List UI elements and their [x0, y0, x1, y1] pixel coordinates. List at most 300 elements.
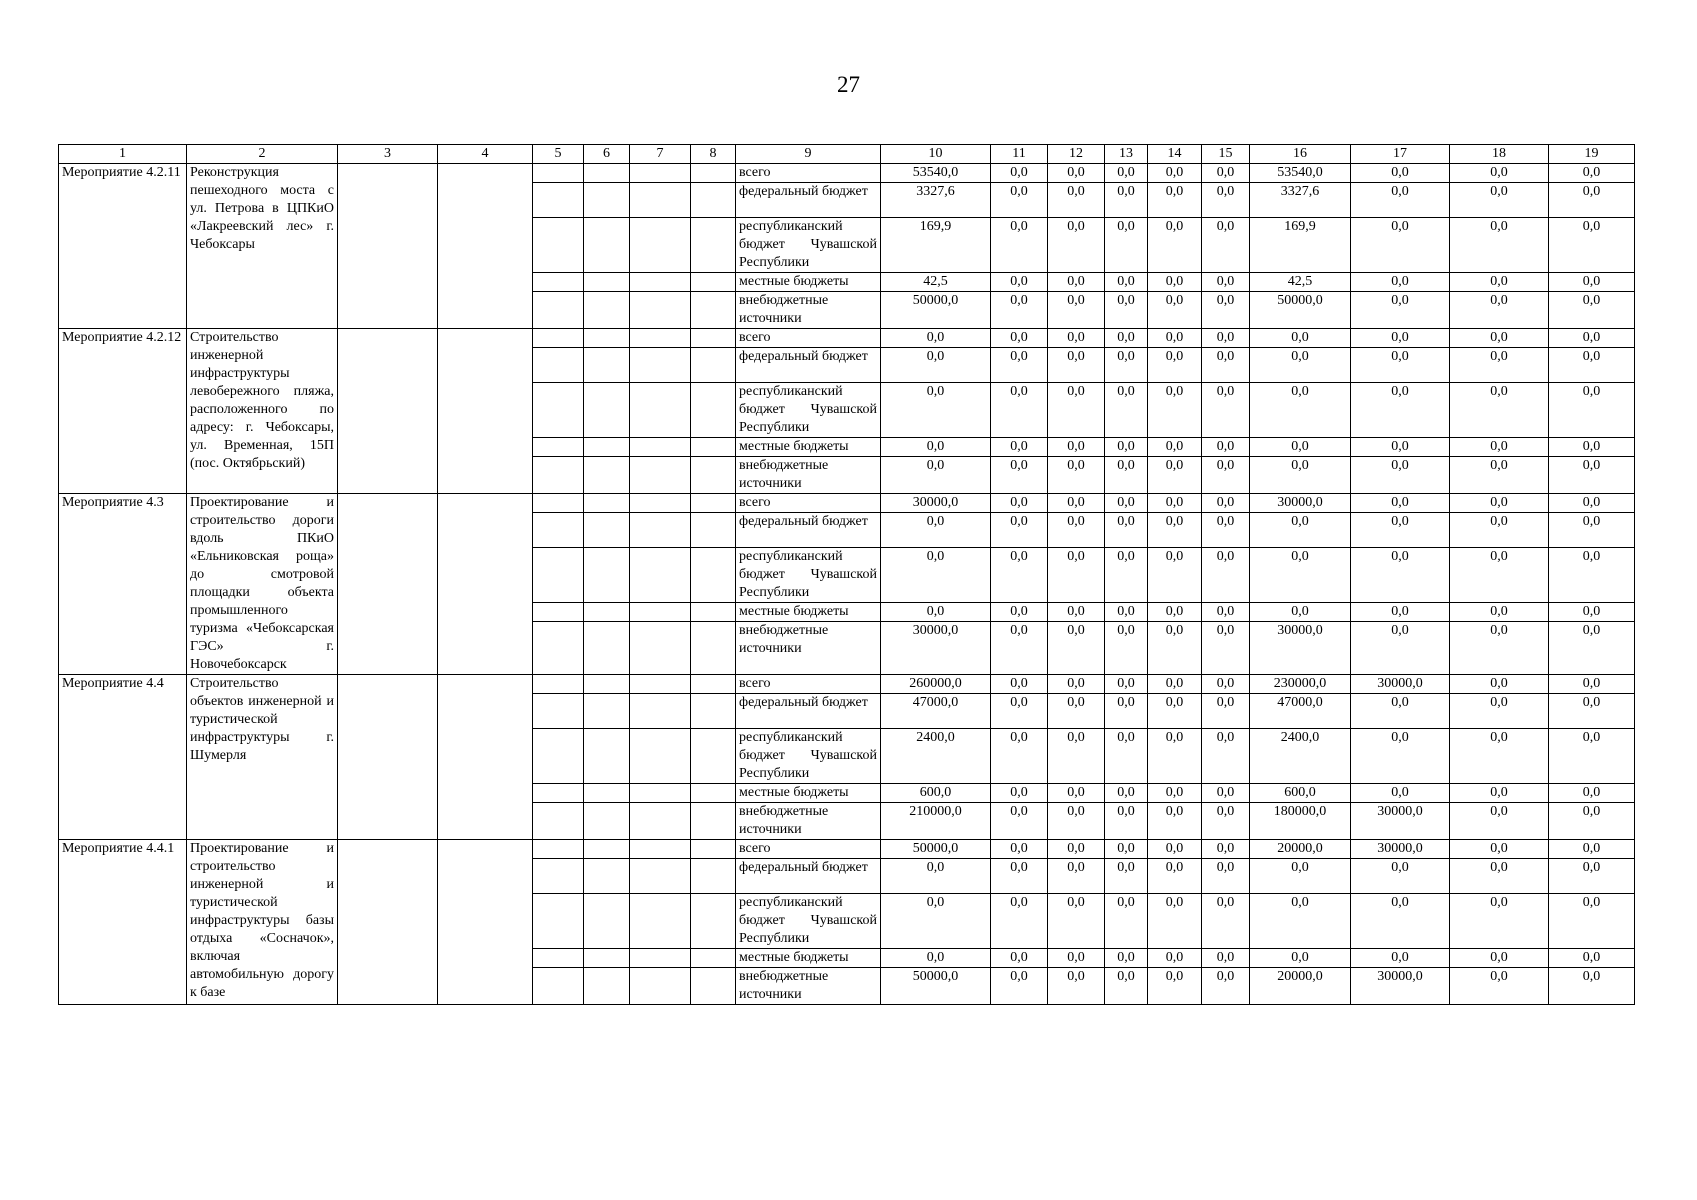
- empty-cell: [691, 622, 736, 675]
- amount-cell: 0,0: [1450, 894, 1549, 949]
- amount-cell: 0,0: [991, 164, 1048, 183]
- amount-cell: 0,0: [1351, 694, 1450, 729]
- amount-cell: 30000,0: [1351, 803, 1450, 840]
- amount-cell: 0,0: [1148, 548, 1202, 603]
- amount-cell: 0,0: [1549, 183, 1635, 218]
- amount-cell: 0,0: [1105, 694, 1148, 729]
- column-number-header: 13: [1105, 145, 1148, 164]
- amount-cell: 0,0: [1202, 329, 1250, 348]
- amount-cell: 0,0: [1250, 949, 1351, 968]
- column-number-header: 8: [691, 145, 736, 164]
- amount-cell: 0,0: [1450, 273, 1549, 292]
- amount-cell: 0,0: [1048, 457, 1105, 494]
- amount-cell: 0,0: [1148, 457, 1202, 494]
- amount-cell: 0,0: [1250, 513, 1351, 548]
- column-number-header: 9: [736, 145, 881, 164]
- amount-cell: 260000,0: [881, 675, 991, 694]
- amount-cell: 0,0: [881, 859, 991, 894]
- amount-cell: 0,0: [1549, 494, 1635, 513]
- empty-cell: [691, 383, 736, 438]
- amount-cell: 0,0: [1450, 548, 1549, 603]
- empty-cell: [691, 329, 736, 348]
- amount-cell: 0,0: [1351, 603, 1450, 622]
- amount-cell: 30000,0: [881, 494, 991, 513]
- amount-cell: 0,0: [1549, 348, 1635, 383]
- amount-cell: 0,0: [1549, 457, 1635, 494]
- empty-cell: [691, 784, 736, 803]
- funding-source: внебюджетные источники: [736, 457, 881, 494]
- funding-source: внебюджетные источники: [736, 292, 881, 329]
- empty-cell: [630, 457, 691, 494]
- measure-title: Строительство инженерной инфраструктуры левобережного пляжа, расположенного по адресу: г. Чебоксары, ул. Временная, 15П (пос. Октябрьский): [187, 329, 338, 494]
- empty-cell: [630, 273, 691, 292]
- amount-cell: 0,0: [1202, 292, 1250, 329]
- amount-cell: 0,0: [1250, 859, 1351, 894]
- amount-cell: 169,9: [881, 218, 991, 273]
- amount-cell: 0,0: [1202, 694, 1250, 729]
- amount-cell: 0,0: [1202, 894, 1250, 949]
- empty-cell: [438, 164, 533, 329]
- amount-cell: 0,0: [881, 603, 991, 622]
- funding-source: республиканский бюджет Чувашской Республики: [736, 383, 881, 438]
- amount-cell: 0,0: [1351, 183, 1450, 218]
- amount-cell: 42,5: [881, 273, 991, 292]
- empty-cell: [584, 968, 630, 1005]
- funding-source: республиканский бюджет Чувашской Республики: [736, 729, 881, 784]
- amount-cell: 0,0: [881, 457, 991, 494]
- amount-cell: 0,0: [1351, 859, 1450, 894]
- table-row: [59, 329, 1635, 348]
- amount-cell: 0,0: [991, 694, 1048, 729]
- measure-code: Мероприятие 4.2.11: [59, 164, 187, 329]
- empty-cell: [584, 383, 630, 438]
- empty-cell: [630, 513, 691, 548]
- amount-cell: 0,0: [1549, 273, 1635, 292]
- funding-source: местные бюджеты: [736, 603, 881, 622]
- amount-cell: 0,0: [991, 729, 1048, 784]
- empty-cell: [584, 622, 630, 675]
- empty-cell: [691, 183, 736, 218]
- amount-cell: 0,0: [1048, 218, 1105, 273]
- empty-cell: [533, 329, 584, 348]
- amount-cell: 0,0: [1148, 803, 1202, 840]
- amount-cell: 210000,0: [881, 803, 991, 840]
- amount-cell: 0,0: [1148, 348, 1202, 383]
- empty-cell: [584, 949, 630, 968]
- amount-cell: 0,0: [1549, 329, 1635, 348]
- amount-cell: 0,0: [991, 949, 1048, 968]
- amount-cell: 0,0: [1250, 329, 1351, 348]
- amount-cell: 0,0: [991, 622, 1048, 675]
- amount-cell: 0,0: [1450, 675, 1549, 694]
- amount-cell: 0,0: [1105, 548, 1148, 603]
- amount-cell: 0,0: [1105, 622, 1148, 675]
- empty-cell: [630, 694, 691, 729]
- empty-cell: [438, 675, 533, 840]
- empty-cell: [533, 784, 584, 803]
- empty-cell: [691, 968, 736, 1005]
- amount-cell: 0,0: [1148, 840, 1202, 859]
- empty-cell: [533, 348, 584, 383]
- amount-cell: 50000,0: [881, 292, 991, 329]
- amount-cell: 0,0: [1351, 273, 1450, 292]
- empty-cell: [691, 164, 736, 183]
- amount-cell: 0,0: [1549, 894, 1635, 949]
- amount-cell: 0,0: [1351, 383, 1450, 438]
- amount-cell: 0,0: [1105, 218, 1148, 273]
- amount-cell: 0,0: [1105, 675, 1148, 694]
- measure-title: Реконструкция пешеходного моста с ул. Петрова в ЦПКиО «Лакреевский лес» г. Чебоксары: [187, 164, 338, 329]
- amount-cell: 0,0: [991, 494, 1048, 513]
- amount-cell: 50000,0: [1250, 292, 1351, 329]
- empty-cell: [630, 218, 691, 273]
- amount-cell: 0,0: [1105, 894, 1148, 949]
- measure-code: Мероприятие 4.3: [59, 494, 187, 675]
- amount-cell: 0,0: [1450, 494, 1549, 513]
- amount-cell: 30000,0: [1351, 840, 1450, 859]
- amount-cell: 0,0: [1105, 729, 1148, 784]
- amount-cell: 47000,0: [1250, 694, 1351, 729]
- amount-cell: 0,0: [991, 513, 1048, 548]
- empty-cell: [533, 513, 584, 548]
- empty-cell: [630, 894, 691, 949]
- funding-source: всего: [736, 164, 881, 183]
- amount-cell: 0,0: [1450, 513, 1549, 548]
- amount-cell: 169,9: [1250, 218, 1351, 273]
- amount-cell: 0,0: [1202, 457, 1250, 494]
- measure-title: Проектирование и строительство инженерной и туристической инфраструктуры базы отдыха «Сосначок», включая автомобильную дорогу к базе: [187, 840, 338, 1005]
- empty-cell: [533, 694, 584, 729]
- amount-cell: 0,0: [991, 894, 1048, 949]
- amount-cell: 0,0: [1450, 329, 1549, 348]
- amount-cell: 0,0: [1549, 968, 1635, 1005]
- amount-cell: 0,0: [1351, 894, 1450, 949]
- amount-cell: 0,0: [1250, 548, 1351, 603]
- amount-cell: 0,0: [1549, 729, 1635, 784]
- funding-source: всего: [736, 329, 881, 348]
- amount-cell: 0,0: [881, 894, 991, 949]
- amount-cell: 0,0: [1148, 675, 1202, 694]
- amount-cell: 0,0: [1351, 348, 1450, 383]
- amount-cell: 0,0: [1105, 513, 1148, 548]
- empty-cell: [584, 803, 630, 840]
- amount-cell: 0,0: [1202, 603, 1250, 622]
- amount-cell: 0,0: [1148, 949, 1202, 968]
- amount-cell: 180000,0: [1250, 803, 1351, 840]
- amount-cell: 0,0: [1450, 383, 1549, 438]
- empty-cell: [691, 603, 736, 622]
- amount-cell: 0,0: [1148, 513, 1202, 548]
- amount-cell: 0,0: [1549, 859, 1635, 894]
- amount-cell: 0,0: [881, 949, 991, 968]
- amount-cell: 0,0: [1048, 348, 1105, 383]
- amount-cell: 600,0: [1250, 784, 1351, 803]
- empty-cell: [691, 949, 736, 968]
- amount-cell: 0,0: [1202, 968, 1250, 1005]
- amount-cell: 0,0: [1549, 840, 1635, 859]
- amount-cell: 0,0: [1351, 438, 1450, 457]
- amount-cell: 0,0: [1549, 438, 1635, 457]
- empty-cell: [584, 859, 630, 894]
- empty-cell: [533, 949, 584, 968]
- amount-cell: 0,0: [1105, 784, 1148, 803]
- empty-cell: [584, 694, 630, 729]
- column-number-header: 4: [438, 145, 533, 164]
- funding-source: республиканский бюджет Чувашской Республики: [736, 548, 881, 603]
- amount-cell: 0,0: [1351, 329, 1450, 348]
- amount-cell: 0,0: [1105, 859, 1148, 894]
- amount-cell: 2400,0: [881, 729, 991, 784]
- empty-cell: [584, 218, 630, 273]
- amount-cell: 0,0: [991, 218, 1048, 273]
- amount-cell: 0,0: [1148, 494, 1202, 513]
- measure-title: Строительство объектов инженерной и туристической инфраструктуры г. Шумерля: [187, 675, 338, 840]
- amount-cell: 0,0: [1048, 603, 1105, 622]
- funding-source: федеральный бюджет: [736, 513, 881, 548]
- amount-cell: 0,0: [1202, 675, 1250, 694]
- amount-cell: 0,0: [1105, 457, 1148, 494]
- amount-cell: 0,0: [1202, 840, 1250, 859]
- amount-cell: 0,0: [1048, 622, 1105, 675]
- table-row: [59, 494, 1635, 513]
- amount-cell: 0,0: [1202, 273, 1250, 292]
- funding-source: республиканский бюджет Чувашской Республики: [736, 894, 881, 949]
- empty-cell: [533, 803, 584, 840]
- amount-cell: 0,0: [1549, 949, 1635, 968]
- empty-cell: [338, 675, 438, 840]
- amount-cell: 0,0: [1202, 383, 1250, 438]
- amount-cell: 42,5: [1250, 273, 1351, 292]
- amount-cell: 0,0: [1250, 457, 1351, 494]
- amount-cell: 0,0: [1048, 694, 1105, 729]
- amount-cell: 0,0: [1202, 622, 1250, 675]
- amount-cell: 0,0: [1048, 494, 1105, 513]
- funding-source: федеральный бюджет: [736, 183, 881, 218]
- amount-cell: 0,0: [1549, 164, 1635, 183]
- amount-cell: 0,0: [991, 383, 1048, 438]
- amount-cell: 0,0: [991, 859, 1048, 894]
- funding-source: местные бюджеты: [736, 273, 881, 292]
- amount-cell: 0,0: [991, 457, 1048, 494]
- amount-cell: 0,0: [1048, 183, 1105, 218]
- empty-cell: [584, 348, 630, 383]
- empty-cell: [691, 273, 736, 292]
- amount-cell: 0,0: [991, 329, 1048, 348]
- amount-cell: 0,0: [1450, 784, 1549, 803]
- amount-cell: 0,0: [1105, 438, 1148, 457]
- amount-cell: 0,0: [1048, 784, 1105, 803]
- amount-cell: 0,0: [1105, 949, 1148, 968]
- amount-cell: 0,0: [1351, 218, 1450, 273]
- amount-cell: 3327,6: [1250, 183, 1351, 218]
- funding-source: всего: [736, 675, 881, 694]
- empty-cell: [533, 675, 584, 694]
- amount-cell: 0,0: [1048, 383, 1105, 438]
- column-number-header: 11: [991, 145, 1048, 164]
- amount-cell: 0,0: [881, 548, 991, 603]
- amount-cell: 0,0: [881, 383, 991, 438]
- empty-cell: [630, 622, 691, 675]
- amount-cell: 53540,0: [1250, 164, 1351, 183]
- amount-cell: 0,0: [1048, 894, 1105, 949]
- empty-cell: [691, 348, 736, 383]
- table-row: [59, 164, 1635, 183]
- amount-cell: 0,0: [991, 840, 1048, 859]
- amount-cell: 0,0: [1549, 218, 1635, 273]
- empty-cell: [533, 183, 584, 218]
- amount-cell: 0,0: [1148, 729, 1202, 784]
- amount-cell: 0,0: [991, 968, 1048, 1005]
- funding-source: федеральный бюджет: [736, 859, 881, 894]
- empty-cell: [691, 729, 736, 784]
- funding-source: внебюджетные источники: [736, 968, 881, 1005]
- amount-cell: 0,0: [1105, 348, 1148, 383]
- amount-cell: 0,0: [1202, 859, 1250, 894]
- page-number: 27: [837, 72, 860, 97]
- column-number-header: 19: [1549, 145, 1635, 164]
- empty-cell: [584, 183, 630, 218]
- amount-cell: 0,0: [991, 273, 1048, 292]
- amount-cell: 0,0: [1250, 894, 1351, 949]
- amount-cell: 0,0: [1549, 603, 1635, 622]
- measure-code: Мероприятие 4.4: [59, 675, 187, 840]
- funding-source: федеральный бюджет: [736, 348, 881, 383]
- amount-cell: 0,0: [1148, 273, 1202, 292]
- amount-cell: 0,0: [1351, 622, 1450, 675]
- empty-cell: [691, 859, 736, 894]
- amount-cell: 0,0: [1450, 729, 1549, 784]
- amount-cell: 0,0: [1148, 622, 1202, 675]
- empty-cell: [630, 784, 691, 803]
- amount-cell: 0,0: [1048, 840, 1105, 859]
- amount-cell: 0,0: [1105, 164, 1148, 183]
- empty-cell: [533, 383, 584, 438]
- amount-cell: 0,0: [1105, 183, 1148, 218]
- empty-cell: [630, 348, 691, 383]
- amount-cell: 30000,0: [1351, 968, 1450, 1005]
- amount-cell: 0,0: [1048, 968, 1105, 1005]
- column-number-header: 12: [1048, 145, 1105, 164]
- empty-cell: [584, 164, 630, 183]
- column-number-header: 15: [1202, 145, 1250, 164]
- amount-cell: 0,0: [991, 784, 1048, 803]
- amount-cell: 0,0: [1202, 183, 1250, 218]
- amount-cell: 0,0: [1105, 840, 1148, 859]
- empty-cell: [630, 675, 691, 694]
- amount-cell: 0,0: [1148, 968, 1202, 1005]
- amount-cell: 0,0: [1148, 894, 1202, 949]
- empty-cell: [691, 513, 736, 548]
- amount-cell: 0,0: [1105, 968, 1148, 1005]
- amount-cell: 0,0: [1450, 968, 1549, 1005]
- empty-cell: [533, 292, 584, 329]
- funding-source: внебюджетные источники: [736, 803, 881, 840]
- amount-cell: 20000,0: [1250, 968, 1351, 1005]
- amount-cell: 0,0: [1202, 784, 1250, 803]
- amount-cell: 0,0: [991, 548, 1048, 603]
- amount-cell: 0,0: [1148, 859, 1202, 894]
- amount-cell: 0,0: [1202, 218, 1250, 273]
- amount-cell: 0,0: [1250, 438, 1351, 457]
- amount-cell: 0,0: [1048, 949, 1105, 968]
- funding-source: местные бюджеты: [736, 784, 881, 803]
- amount-cell: 0,0: [881, 348, 991, 383]
- amount-cell: 2400,0: [1250, 729, 1351, 784]
- amount-cell: 0,0: [991, 183, 1048, 218]
- amount-cell: 0,0: [1048, 438, 1105, 457]
- amount-cell: 0,0: [1048, 729, 1105, 784]
- empty-cell: [691, 840, 736, 859]
- table-row: [59, 840, 1635, 859]
- amount-cell: 0,0: [1105, 383, 1148, 438]
- amount-cell: 0,0: [1048, 513, 1105, 548]
- empty-cell: [691, 803, 736, 840]
- amount-cell: 0,0: [1048, 164, 1105, 183]
- empty-cell: [338, 840, 438, 1005]
- empty-cell: [533, 494, 584, 513]
- amount-cell: 0,0: [1148, 784, 1202, 803]
- empty-cell: [691, 675, 736, 694]
- amount-cell: 0,0: [1351, 513, 1450, 548]
- empty-cell: [533, 457, 584, 494]
- amount-cell: 0,0: [1549, 513, 1635, 548]
- empty-cell: [584, 457, 630, 494]
- empty-cell: [584, 784, 630, 803]
- empty-cell: [584, 273, 630, 292]
- column-number-header: 7: [630, 145, 691, 164]
- amount-cell: 0,0: [1351, 292, 1450, 329]
- amount-cell: 0,0: [1351, 784, 1450, 803]
- column-number-header: 5: [533, 145, 584, 164]
- empty-cell: [630, 548, 691, 603]
- empty-cell: [630, 383, 691, 438]
- amount-cell: 0,0: [1250, 603, 1351, 622]
- amount-cell: 0,0: [1450, 218, 1549, 273]
- amount-cell: 0,0: [1549, 694, 1635, 729]
- empty-cell: [630, 329, 691, 348]
- empty-cell: [533, 603, 584, 622]
- amount-cell: 0,0: [881, 438, 991, 457]
- amount-cell: 0,0: [1148, 329, 1202, 348]
- empty-cell: [630, 438, 691, 457]
- column-number-header: 18: [1450, 145, 1549, 164]
- empty-cell: [533, 968, 584, 1005]
- empty-cell: [691, 894, 736, 949]
- empty-cell: [691, 494, 736, 513]
- amount-cell: 0,0: [1105, 803, 1148, 840]
- measure-code: Мероприятие 4.2.12: [59, 329, 187, 494]
- empty-cell: [533, 622, 584, 675]
- empty-cell: [584, 729, 630, 784]
- amount-cell: 0,0: [1202, 348, 1250, 383]
- empty-cell: [630, 840, 691, 859]
- amount-cell: 0,0: [1549, 784, 1635, 803]
- empty-cell: [584, 329, 630, 348]
- column-number-header: 6: [584, 145, 630, 164]
- empty-cell: [691, 438, 736, 457]
- empty-cell: [533, 894, 584, 949]
- amount-cell: 0,0: [1351, 729, 1450, 784]
- amount-cell: 0,0: [1148, 694, 1202, 729]
- amount-cell: 230000,0: [1250, 675, 1351, 694]
- amount-cell: 0,0: [1351, 548, 1450, 603]
- amount-cell: 0,0: [991, 603, 1048, 622]
- funding-source: местные бюджеты: [736, 949, 881, 968]
- amount-cell: 0,0: [1450, 949, 1549, 968]
- empty-cell: [584, 513, 630, 548]
- empty-cell: [338, 164, 438, 329]
- empty-cell: [533, 840, 584, 859]
